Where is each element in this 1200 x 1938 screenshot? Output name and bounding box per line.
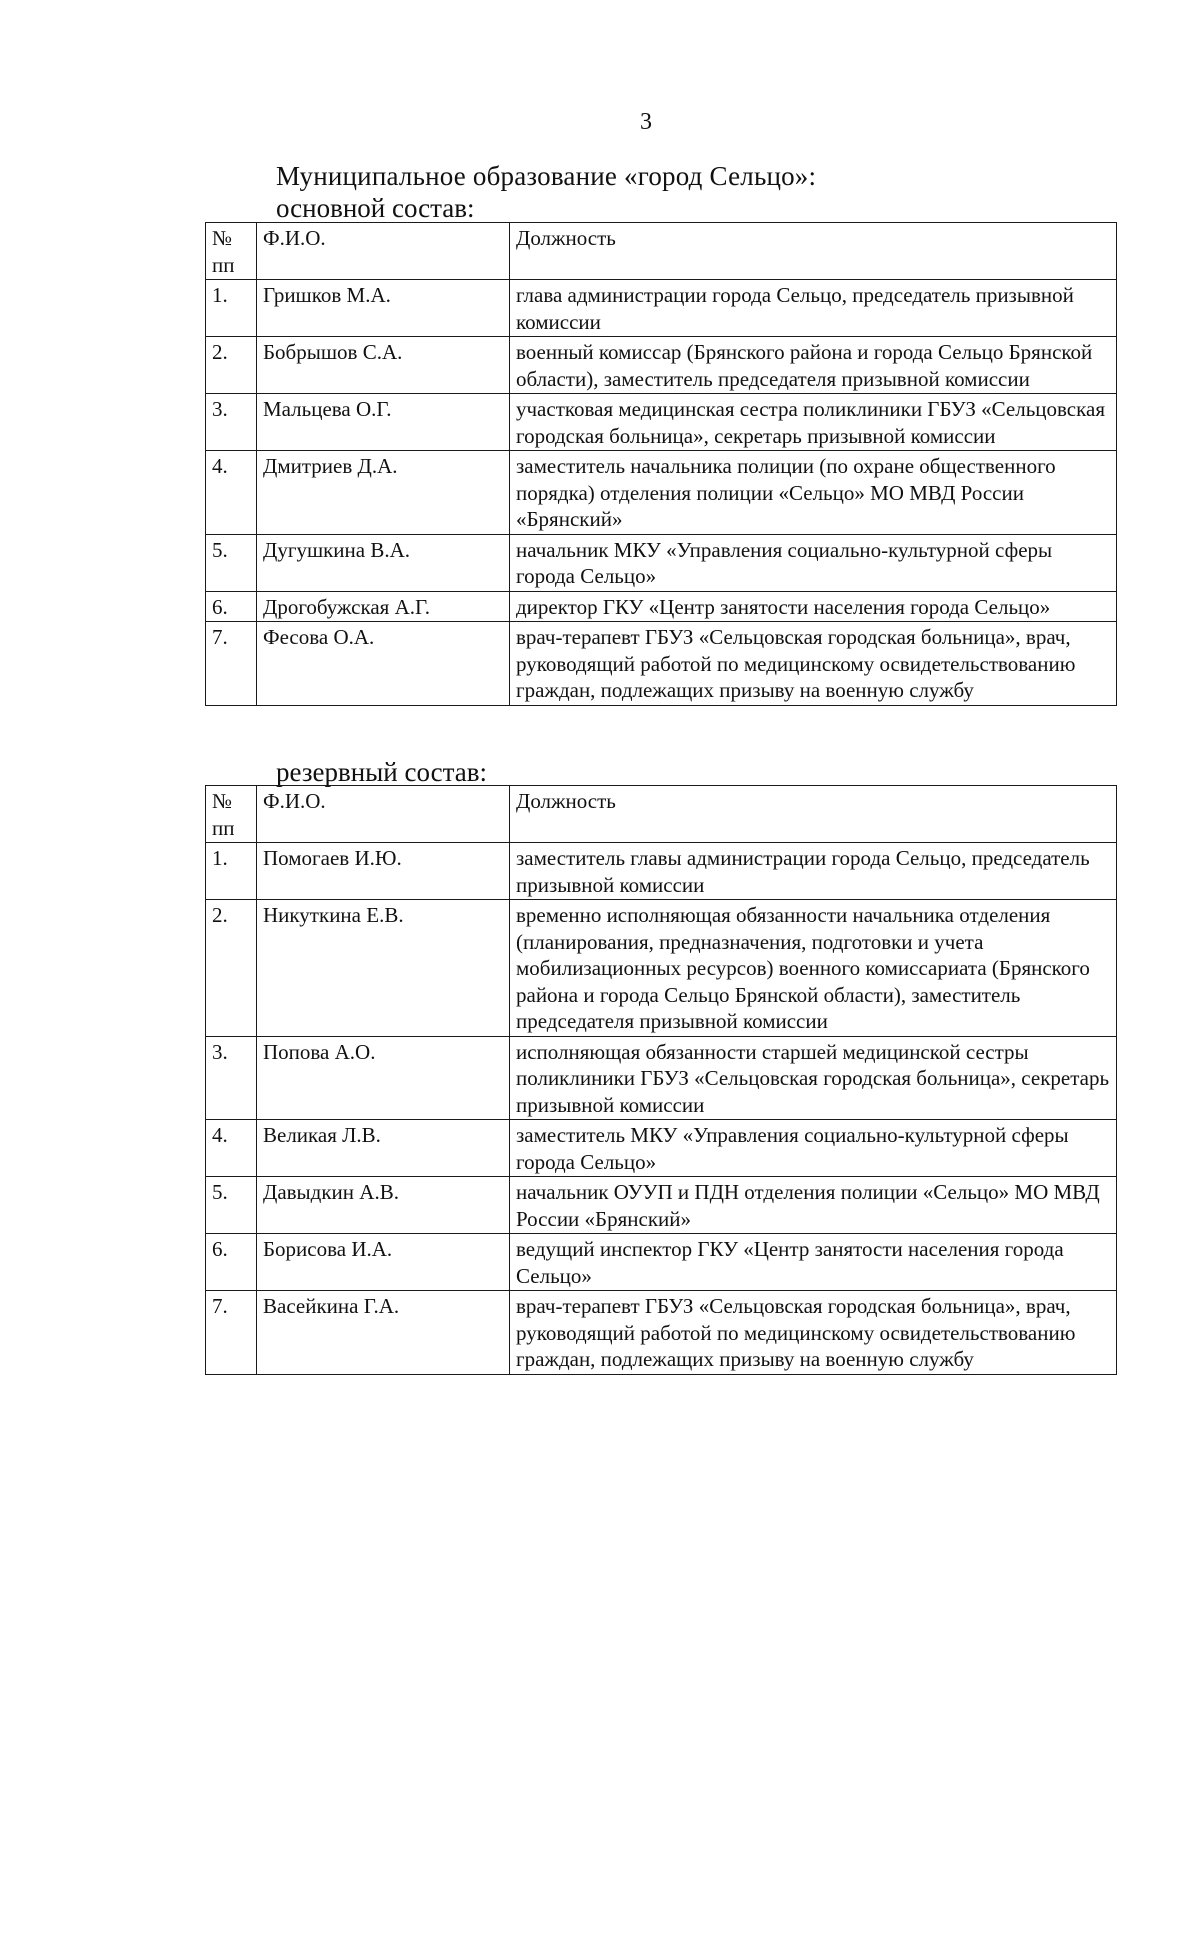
person-name: Фесова О.А. — [257, 622, 510, 706]
person-position: глава администрации города Сельцо, председатель призывной комиссии — [510, 280, 1117, 337]
row-number: 6. — [206, 591, 257, 622]
person-position: врач-терапевт ГБУЗ «Сельцовская городская больница», врач, руководящий работой по медицинскому освидетельствованию граждан, подлежащих призыву на военную службу — [510, 1291, 1117, 1375]
person-name: Борисова И.А. — [257, 1234, 510, 1291]
person-position: врач-терапевт ГБУЗ «Сельцовская городская больница», врач, руководящий работой по медицинскому освидетельствованию граждан, подлежащих призыву на военную службу — [510, 622, 1117, 706]
table-row — [206, 1120, 1117, 1177]
person-position: временно исполняющая обязанности начальника отделения (планирования, предназначения, подготовки и учета мобилизационных ресурсов) военного комиссариата (Брянского района и города Сельцо Брянской области), заместитель председателя призывной комиссии — [510, 900, 1117, 1037]
row-number: 4. — [206, 1120, 257, 1177]
header-position: Должность — [510, 786, 1117, 843]
row-number: 5. — [206, 534, 257, 591]
table-row — [206, 337, 1117, 394]
reserve-composition-title: резервный состав: — [276, 757, 488, 787]
table-row — [206, 394, 1117, 451]
person-position: исполняющая обязанности старшей медицинской сестры поликлиники ГБУЗ «Сельцовская городская больница», секретарь призывной комиссии — [510, 1036, 1117, 1120]
main-table-body — [206, 280, 1117, 706]
table-row — [206, 1036, 1117, 1120]
reserve-composition-table — [205, 785, 1117, 1375]
main-composition-title: основной состав: — [276, 193, 475, 223]
person-name: Попова А.О. — [257, 1036, 510, 1120]
person-position: участковая медицинская сестра поликлиники ГБУЗ «Сельцовская городская больница», секретарь призывной комиссии — [510, 394, 1117, 451]
table-row — [206, 1177, 1117, 1234]
person-name: Помогаев И.Ю. — [257, 843, 510, 900]
person-name: Бобрышов С.А. — [257, 337, 510, 394]
row-number: 1. — [206, 843, 257, 900]
header-number: № пп — [206, 223, 257, 280]
person-position: ведущий инспектор ГКУ «Центр занятости населения города Сельцо» — [510, 1234, 1117, 1291]
row-number: 3. — [206, 1036, 257, 1120]
person-name: Васейкина Г.А. — [257, 1291, 510, 1375]
table-header-row — [206, 786, 1117, 843]
table-row — [206, 1291, 1117, 1375]
header-position: Должность — [510, 223, 1117, 280]
row-number: 3. — [206, 394, 257, 451]
person-name: Дугушкина В.А. — [257, 534, 510, 591]
table-row — [206, 534, 1117, 591]
row-number: 2. — [206, 900, 257, 1037]
table-row — [206, 591, 1117, 622]
table-row — [206, 843, 1117, 900]
page-number: 3 — [640, 109, 652, 135]
table-row — [206, 1234, 1117, 1291]
row-number: 5. — [206, 1177, 257, 1234]
person-position: начальник ОУУП и ПДН отделения полиции «Сельцо» МО МВД России «Брянский» — [510, 1177, 1117, 1234]
main-composition-table — [205, 222, 1117, 706]
person-position: начальник МКУ «Управления социально-культурной сферы города Сельцо» — [510, 534, 1117, 591]
person-position: заместитель главы администрации города Сельцо, председатель призывной комиссии — [510, 843, 1117, 900]
person-name: Дрогобужская А.Г. — [257, 591, 510, 622]
row-number: 1. — [206, 280, 257, 337]
person-name: Великая Л.В. — [257, 1120, 510, 1177]
row-number: 2. — [206, 337, 257, 394]
person-name: Давыдкин А.В. — [257, 1177, 510, 1234]
page-heading: Муниципальное образование «город Сельцо»: — [276, 161, 817, 191]
row-number: 7. — [206, 1291, 257, 1375]
person-name: Дмитриев Д.А. — [257, 451, 510, 535]
person-name: Никуткина Е.В. — [257, 900, 510, 1037]
row-number: 6. — [206, 1234, 257, 1291]
table-row — [206, 622, 1117, 706]
person-name: Гришков М.А. — [257, 280, 510, 337]
reserve-table-body — [206, 843, 1117, 1375]
header-number: № пп — [206, 786, 257, 843]
person-name: Мальцева О.Г. — [257, 394, 510, 451]
person-position: заместитель МКУ «Управления социально-культурной сферы города Сельцо» — [510, 1120, 1117, 1177]
table-row — [206, 451, 1117, 535]
person-position: военный комиссар (Брянского района и города Сельцо Брянской области), заместитель председателя призывной комиссии — [510, 337, 1117, 394]
table-header-row — [206, 223, 1117, 280]
row-number: 4. — [206, 451, 257, 535]
header-name: Ф.И.О. — [257, 786, 510, 843]
table-row — [206, 280, 1117, 337]
row-number: 7. — [206, 622, 257, 706]
person-position: заместитель начальника полиции (по охране общественного порядка) отделения полиции «Сельцо» МО МВД России «Брянский» — [510, 451, 1117, 535]
table-row — [206, 900, 1117, 1037]
person-position: директор ГКУ «Центр занятости населения города Сельцо» — [510, 591, 1117, 622]
header-name: Ф.И.О. — [257, 223, 510, 280]
